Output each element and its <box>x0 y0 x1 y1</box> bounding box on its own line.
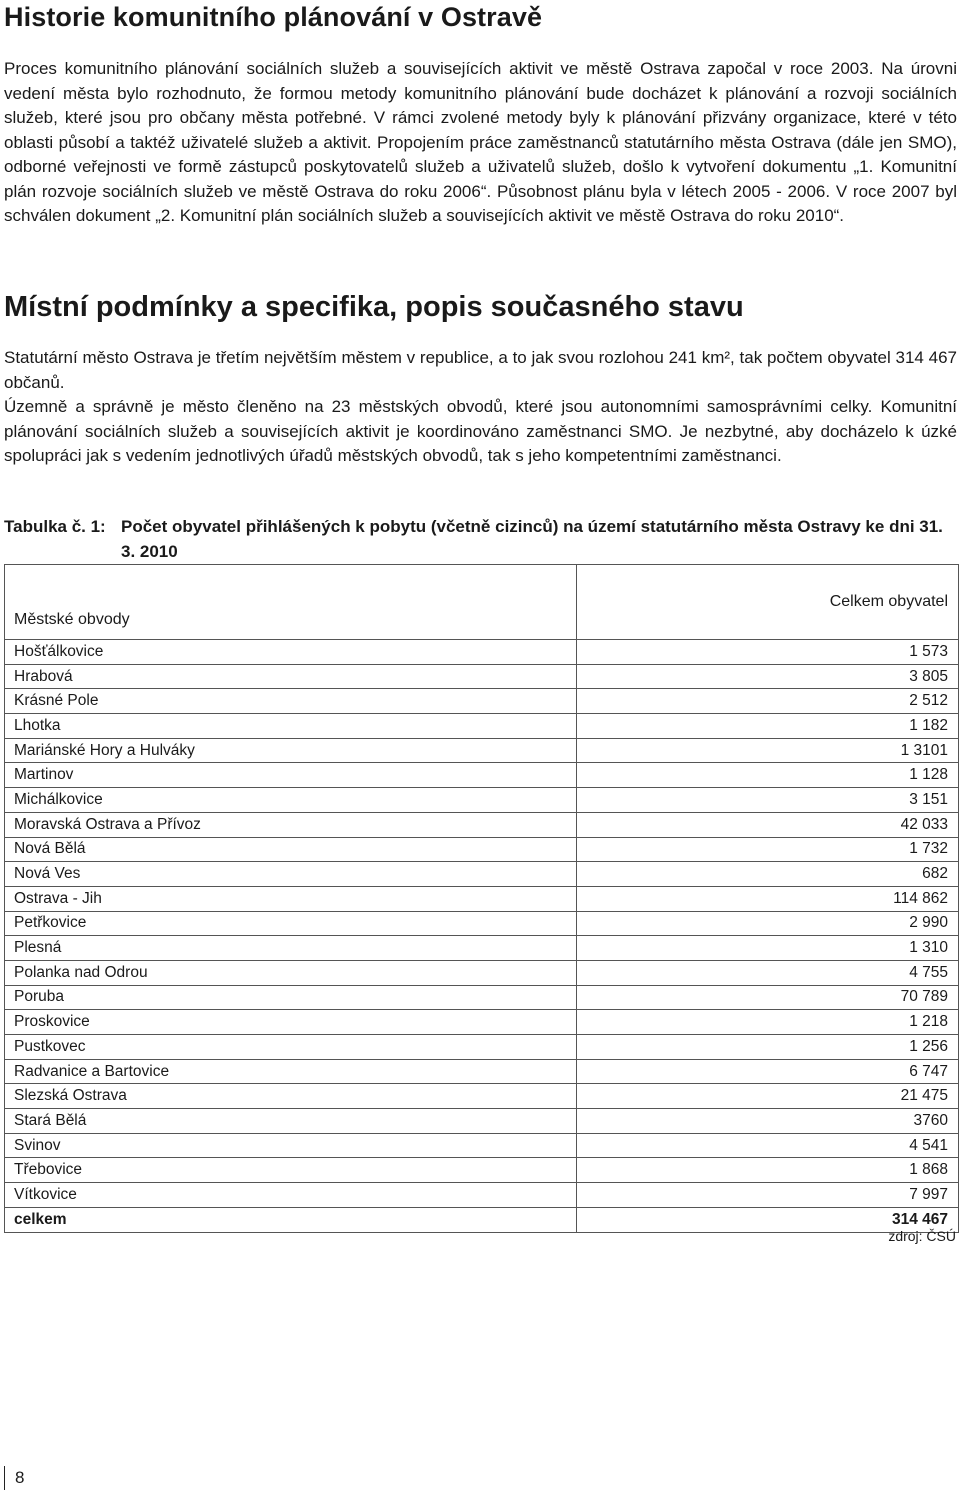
district-population: 1 573 <box>576 640 958 665</box>
table-row <box>5 689 959 714</box>
table-body <box>5 640 959 1233</box>
table-row <box>5 960 959 985</box>
district-population: 7 997 <box>576 1183 958 1208</box>
table-row <box>5 738 959 763</box>
district-population: 1 128 <box>576 763 958 788</box>
population-table <box>4 564 959 1233</box>
table-row <box>5 985 959 1010</box>
district-population: 1 218 <box>576 1010 958 1035</box>
district-population: 1 310 <box>576 936 958 961</box>
district-population: 21 475 <box>576 1084 958 1109</box>
district-population: 682 <box>576 862 958 887</box>
table-row <box>5 1059 959 1084</box>
table-caption <box>4 514 958 564</box>
table-row <box>5 1158 959 1183</box>
total-value: 314 467 <box>576 1207 958 1232</box>
district-population: 1 182 <box>576 714 958 739</box>
district-population: 1 256 <box>576 1035 958 1060</box>
district-population: 3 151 <box>576 788 958 813</box>
page-number: 8 <box>4 1466 24 1490</box>
table-row <box>5 1183 959 1208</box>
table-row <box>5 714 959 739</box>
history-heading: Historie komunitního plánování v Ostravě <box>4 2 543 32</box>
table-row <box>5 788 959 813</box>
district-name: Třebovice <box>5 1158 577 1183</box>
district-name: Lhotka <box>5 714 577 739</box>
table-caption-label: Tabulka č. 1: <box>4 517 106 536</box>
table-row <box>5 763 959 788</box>
district-population: 114 862 <box>576 886 958 911</box>
district-name: Plesná <box>5 936 577 961</box>
district-name: Moravská Ostrava a Přívoz <box>5 812 577 837</box>
table-total-row <box>5 1207 959 1232</box>
district-population: 6 747 <box>576 1059 958 1084</box>
table-row <box>5 911 959 936</box>
district-name: Mariánské Hory a Hulváky <box>5 738 577 763</box>
table-row <box>5 886 959 911</box>
district-name: Slezská Ostrava <box>5 1084 577 1109</box>
district-name: Krásné Pole <box>5 689 577 714</box>
district-population: 1 3101 <box>576 738 958 763</box>
table-row <box>5 862 959 887</box>
table-source: zdroj: ČSÚ <box>888 1228 956 1244</box>
header-total: Celkem obyvatel <box>576 565 958 640</box>
district-name: Nová Bělá <box>5 837 577 862</box>
district-name: Ostrava - Jih <box>5 886 577 911</box>
total-label: celkem <box>5 1207 577 1232</box>
table-row <box>5 936 959 961</box>
district-name: Polanka nad Odrou <box>5 960 577 985</box>
district-name: Svinov <box>5 1133 577 1158</box>
conditions-heading: Místní podmínky a specifika, popis současného stavu <box>4 291 744 323</box>
district-population: 70 789 <box>576 985 958 1010</box>
table-row <box>5 1084 959 1109</box>
district-population: 2 512 <box>576 689 958 714</box>
table-row <box>5 664 959 689</box>
history-paragraph: Proces komunitního plánování sociálních služeb a souvisejících aktivit ve městě Ostrava započal v roce 2003. Na úrovni vedení města bylo rozhodnuto, že formou metody komunitního plánování bude docházet k plánování a rozvoji sociálních služeb, které jsou pro občany města potřebné. V rámci zvolené metody byly k plánování přizvány organizace, které v této oblasti působí a taktéž uživatelé služeb a aktivit. Propojením práce zaměstnanců statutárního města Ostrava (dále jen SMO), odborné veřejnosti ve formě zástupců poskytovatelů služeb a uživatelů služeb, došlo k vytvoření dokumentu „1. Komunitní plán rozvoje sociálních služeb ve městě Ostrava do roku 2006“. Působnost plánu byla v létech 2005 - 2006. V roce 2007 byl schválen dokument „2. Komunitní plán sociálních služeb a souvisejících aktivit ve městě Ostrava do roku 2010“. <box>4 59 957 225</box>
district-name: Proskovice <box>5 1010 577 1035</box>
district-name: Vítkovice <box>5 1183 577 1208</box>
district-name: Michálkovice <box>5 788 577 813</box>
district-name: Stará Bělá <box>5 1109 577 1134</box>
table-caption-text: Počet obyvatel přihlášených k pobytu (včetně cizinců) na území statutárního města Ostravy ke dni 31. 3. 2010 <box>121 517 943 561</box>
conditions-paragraph-2: Územně a správně je město členěno na 23 městských obvodů, které jsou autonomními samosprávními celky. Komunitní plánování sociálních služeb a souvisejících aktivit je koordinováno zaměstnanci SMO. Je nezbytné, aby docházelo k úzké spolupráci jak s vedením jednotlivých úřadů městských obvodů, tak s jeho kompetentními zaměstnanci. <box>4 397 957 465</box>
district-population: 2 990 <box>576 911 958 936</box>
district-name: Poruba <box>5 985 577 1010</box>
district-population: 1 868 <box>576 1158 958 1183</box>
table-row <box>5 1133 959 1158</box>
district-name: Pustkovec <box>5 1035 577 1060</box>
table-row <box>5 1010 959 1035</box>
district-population: 42 033 <box>576 812 958 837</box>
district-name: Petřkovice <box>5 911 577 936</box>
district-name: Nová Ves <box>5 862 577 887</box>
district-population: 4 541 <box>576 1133 958 1158</box>
table-header-row <box>5 565 959 640</box>
table-row <box>5 1109 959 1134</box>
district-name: Martinov <box>5 763 577 788</box>
district-population: 4 755 <box>576 960 958 985</box>
table-row <box>5 640 959 665</box>
conditions-paragraph-1: Statutární město Ostrava je třetím největším městem v republice, a to jak svou rozlohou 241 km², tak počtem obyvatel 314 467 občanů. <box>4 348 957 392</box>
header-district: Městské obvody <box>5 565 577 640</box>
table-row <box>5 812 959 837</box>
district-population: 1 732 <box>576 837 958 862</box>
district-population: 3 805 <box>576 664 958 689</box>
table-row <box>5 1035 959 1060</box>
district-name: Hošťálkovice <box>5 640 577 665</box>
district-name: Hrabová <box>5 664 577 689</box>
district-population: 3760 <box>576 1109 958 1134</box>
table-row <box>5 837 959 862</box>
district-name: Radvanice a Bartovice <box>5 1059 577 1084</box>
